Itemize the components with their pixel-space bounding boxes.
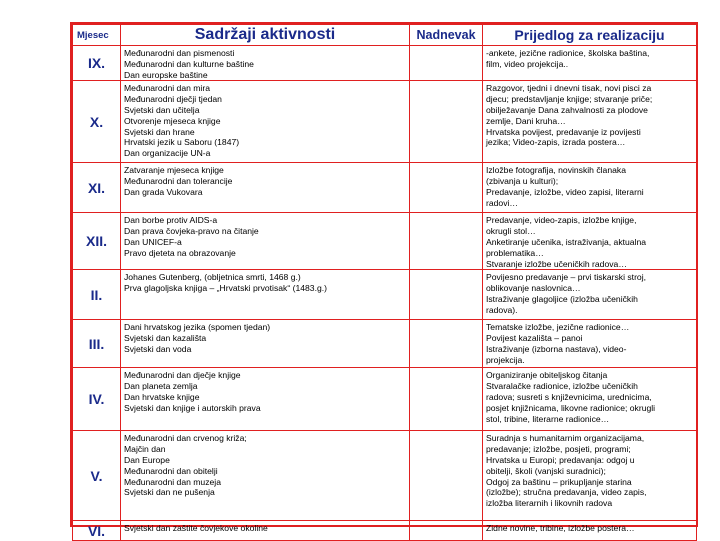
activity-line: Međunarodni dan dječje knjige [124, 370, 241, 381]
activities-cell [121, 320, 410, 368]
table-row [73, 163, 697, 213]
header-month: Mjesec [73, 25, 121, 46]
suggestion-line: Suradnja s humanitarnim organizacijama, [486, 433, 645, 444]
date-cell [410, 163, 483, 213]
table-row [73, 320, 697, 368]
table-row [73, 368, 697, 431]
activity-line: Dan organizacije UN-a [124, 148, 211, 159]
table-row [73, 431, 697, 521]
suggestion-cell [483, 270, 697, 320]
table-row [73, 81, 697, 163]
activity-line: Dan borbe protiv AIDS-a [124, 215, 218, 226]
activity-line: Dani hrvatskog jezika (spomen tjedan) [124, 322, 271, 333]
suggestion-line: predavanje; izložbe, posjeti, programi; [486, 444, 631, 455]
activity-line: Svjetski dan učitelja [124, 104, 200, 115]
activity-plan-body [73, 46, 697, 541]
suggestion-line: (zbivanja u kulturi); [486, 176, 559, 187]
date-cell [410, 521, 483, 541]
suggestion-line: radova). [486, 304, 518, 315]
activity-line: Dan planeta zemlja [124, 381, 198, 392]
suggestion-line: film, video projekcija.. [486, 58, 569, 69]
suggestion-cell [483, 431, 697, 521]
date-cell [410, 368, 483, 431]
suggestion-line: -ankete, jezične radionice, školska baština, [486, 48, 650, 58]
suggestion-line: problematika… [486, 247, 544, 258]
suggestion-line: Povijest kazališta – panoi [486, 333, 583, 344]
activity-line: Zatvaranje mjeseca knjige [124, 165, 224, 176]
suggestion-line: obilježavanje Dana zahvalnosti za plodove [486, 104, 648, 115]
suggestion-line: Odgoj za baštinu – prikupljanje starina [486, 476, 632, 487]
activity-line: Svjetski dan ne pušenja [124, 487, 215, 498]
activity-line: Majčin dan [124, 444, 166, 455]
activity-line: Svjetski dan voda [124, 343, 192, 354]
date-cell [410, 46, 483, 81]
activity-line: Međunarodni dječji tjedan [124, 94, 222, 105]
date-cell [410, 270, 483, 320]
month-cell: III. [73, 320, 121, 368]
suggestion-line: Izložbe fotografija, novinskih članaka [486, 165, 626, 176]
suggestion-line: Istraživanje glagoljice (izložba učeničkih [486, 293, 638, 304]
activities-cell [121, 46, 410, 81]
suggestion-cell [483, 46, 697, 81]
suggestion-line: oblikovanje naslovnica… [486, 283, 581, 294]
activity-line: Međunarodni dan tolerancije [124, 176, 233, 187]
activity-line: Međunarodni dan mira [124, 83, 210, 94]
suggestion-line: djecu; predstavljanje knjige; stvaranje priče; [486, 94, 653, 105]
suggestion-line: izložba literarnih i likovnih radova [486, 498, 613, 509]
activity-line: Međunarodni dan kulturne baštine [124, 58, 254, 69]
suggestion-line: radova; susreti s književnicima, urednicima, [486, 391, 652, 402]
suggestion-line: Povijesno predavanje – prvi tiskarski stroj, [486, 272, 647, 283]
activity-line: Dan hrvatske knjige [124, 391, 200, 402]
suggestion-line: radovi… [486, 197, 518, 208]
activities-cell [121, 213, 410, 270]
activity-line: Dan grada Vukovara [124, 186, 203, 197]
activity-plan-table [72, 24, 697, 541]
date-cell [410, 320, 483, 368]
suggestion-line: Tematske izložbe, jezične radionice… [486, 322, 630, 333]
activity-line: Dan europske baštine [124, 69, 208, 80]
activity-line: Dan Europe [124, 454, 170, 465]
table-row [73, 46, 697, 81]
activity-line: Hrvatski jezik u Saboru (1847) [124, 137, 240, 148]
activities-cell [121, 368, 410, 431]
activity-line: Međunarodni dan muzeja [124, 476, 221, 487]
suggestion-line: Zidne novine, tribine, izložbe postera… [486, 523, 635, 534]
activity-line: Svjetski dan kazališta [124, 333, 207, 344]
activities-cell [121, 431, 410, 521]
suggestion-cell [483, 213, 697, 270]
suggestion-line: Predavanje, izložbe, video zapisi, literarni [486, 186, 644, 197]
suggestion-line: (izložbe); stručna predavanja, video zapis, [486, 487, 647, 498]
activity-line: Pravo djeteta na obrazovanje [124, 247, 236, 258]
suggestion-line: zemlje, Dani kruha… [486, 115, 566, 126]
activities-cell [121, 81, 410, 163]
activity-line: Prva glagoljska knjiga – „Hrvatski prvotisak“ (1483.g.) [124, 283, 327, 294]
activity-line: Dan UNICEF-a [124, 236, 182, 247]
suggestion-cell [483, 368, 697, 431]
activity-line: Međunarodni dan pismenosti [124, 48, 235, 58]
activity-line: Međunarodni dan crvenog križa; [124, 433, 247, 444]
suggestion-line: Hrvatska u Europi; predavanja: odgoj u [486, 454, 635, 465]
month-cell: IX. [73, 46, 121, 81]
activity-line: Svjetski dan zaštite čovjekove okoline [124, 523, 268, 534]
activity-line: Johanes Gutenberg, (obljetnica smrti, 1468 g.) [124, 272, 301, 283]
header-activities: Sadržaji aktivnosti [121, 25, 410, 46]
suggestion-line: Predavanje, video-zapis, izložbe knjige, [486, 215, 637, 226]
month-cell: VI. [73, 521, 121, 541]
activity-plan-frame [70, 22, 698, 539]
activity-line: Svjetski dan knjige i autorskih prava [124, 402, 261, 413]
month-cell: X. [73, 81, 121, 163]
activity-line: Svjetski dan hrane [124, 126, 195, 137]
activities-cell [121, 163, 410, 213]
suggestion-line: stol, tribine, literarne radionice… [486, 413, 610, 424]
suggestion-line: Organiziranje obiteljskog čitanja [486, 370, 608, 381]
header-suggestion: Prijedlog za realizaciju [483, 25, 697, 46]
activities-cell [121, 521, 410, 541]
suggestion-line: posjet knjižnicama, likovne radionice; okrugli [486, 402, 656, 413]
month-cell: IV. [73, 368, 121, 431]
suggestion-line: projekcija. [486, 354, 525, 365]
suggestion-cell [483, 163, 697, 213]
suggestion-cell [483, 81, 697, 163]
suggestion-line: okrugli stol… [486, 226, 536, 237]
activity-line: Dan prava čovjeka-pravo na čitanje [124, 226, 259, 237]
activity-line: Otvorenje mjeseca knjige [124, 115, 221, 126]
month-cell: V. [73, 431, 121, 521]
suggestion-line: Razgovor, tjedni i dnevni tisak, novi pisci za [486, 83, 652, 94]
suggestion-line: Anketiranje učenika, istraživanja, aktualna [486, 236, 647, 247]
table-row [73, 521, 697, 541]
suggestion-line: Istraživanje (izborna nastava), video- [486, 343, 627, 354]
date-cell [410, 431, 483, 521]
month-cell: XII. [73, 213, 121, 270]
table-row [73, 270, 697, 320]
suggestion-cell [483, 521, 697, 541]
table-row [73, 213, 697, 270]
month-cell: II. [73, 270, 121, 320]
suggestion-line: Stvaranje izložbe učeničkih radova… [486, 258, 627, 269]
activity-line: Međunarodni dan obitelji [124, 465, 218, 476]
date-cell [410, 81, 483, 163]
suggestion-line: obitelji, školi (vanjski suradnici); [486, 465, 606, 476]
date-cell [410, 213, 483, 270]
activities-cell [121, 270, 410, 320]
month-cell: XI. [73, 163, 121, 213]
header-date: Nadnevak [410, 25, 483, 46]
suggestion-cell [483, 320, 697, 368]
header-row [73, 25, 697, 46]
suggestion-line: Hrvatska povijest, predavanje iz povijesti [486, 126, 641, 137]
suggestion-line: Stvaralačke radionice, izložbe učeničkih [486, 381, 638, 392]
suggestion-line: jezika; Video-zapis, izrada postera… [486, 137, 626, 148]
